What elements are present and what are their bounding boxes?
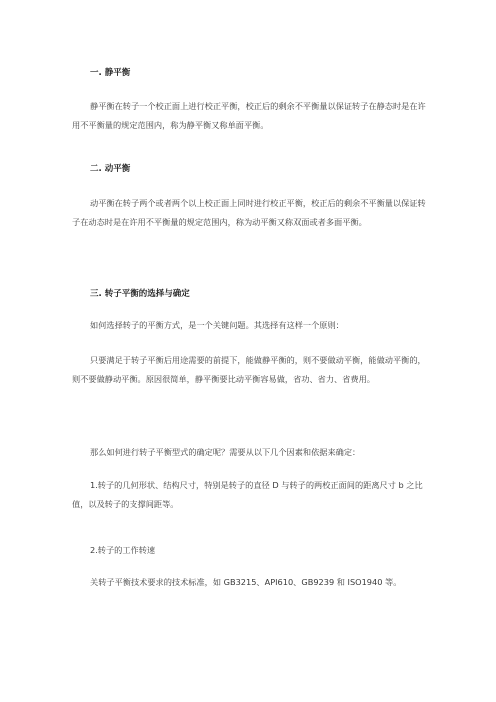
section-heading-rotor-balance-selection: 三. 转子平衡的选择与确定 [90, 289, 190, 299]
paragraph-factor-standards: 关转子平衡技术要求的技术标准，如 GB3215、API610、GB9239 和 ISO1940 等。 [90, 577, 402, 587]
paragraph-dynamic-balance: 动平衡在转子两个或者两个以上校正面上同时进行校正平衡，校正后的剩余不平衡量以保证转子在动态时是在许用不平衡量的规定范围内，称为动平衡又称双面或者多面平衡。 [72, 198, 426, 227]
section-heading-dynamic-balance: 二. 动平衡 [90, 164, 131, 174]
paragraph-determination-intro: 那么如何进行转子平衡型式的确定呢？需要从以下几个因素和依据来确定： [90, 447, 361, 457]
section-heading-static-balance: 一. 静平衡 [90, 68, 131, 78]
paragraph-selection-principle: 如何选择转子的平衡方式，是一个关键问题。其选择有这样一个原则： [90, 320, 344, 330]
paragraph-factor-geometry: 1.转子的几何形状、结构尺寸，特别是转子的直径 D 与转子的两校正面间的距离尺寸 b 之比值，以及转子的支撑间距等。 [72, 480, 423, 509]
paragraph-selection-rule: 只要满足于转子平衡后用途需要的前提下，能做静平衡的，则不要做动平衡，能做动平衡的，则不要做静动平衡。原因很简单，静平衡要比动平衡容易做，省功、省力、省费用。 [72, 355, 426, 384]
paragraph-static-balance: 静平衡在转子一个校正面上进行校正平衡，校正后的剩余不平衡量以保证转子在静态时是在许用不平衡量的规定范围内，称为静平衡又称单面平衡。 [72, 101, 426, 130]
paragraph-factor-speed: 2.转子的工作转速 [90, 545, 156, 555]
